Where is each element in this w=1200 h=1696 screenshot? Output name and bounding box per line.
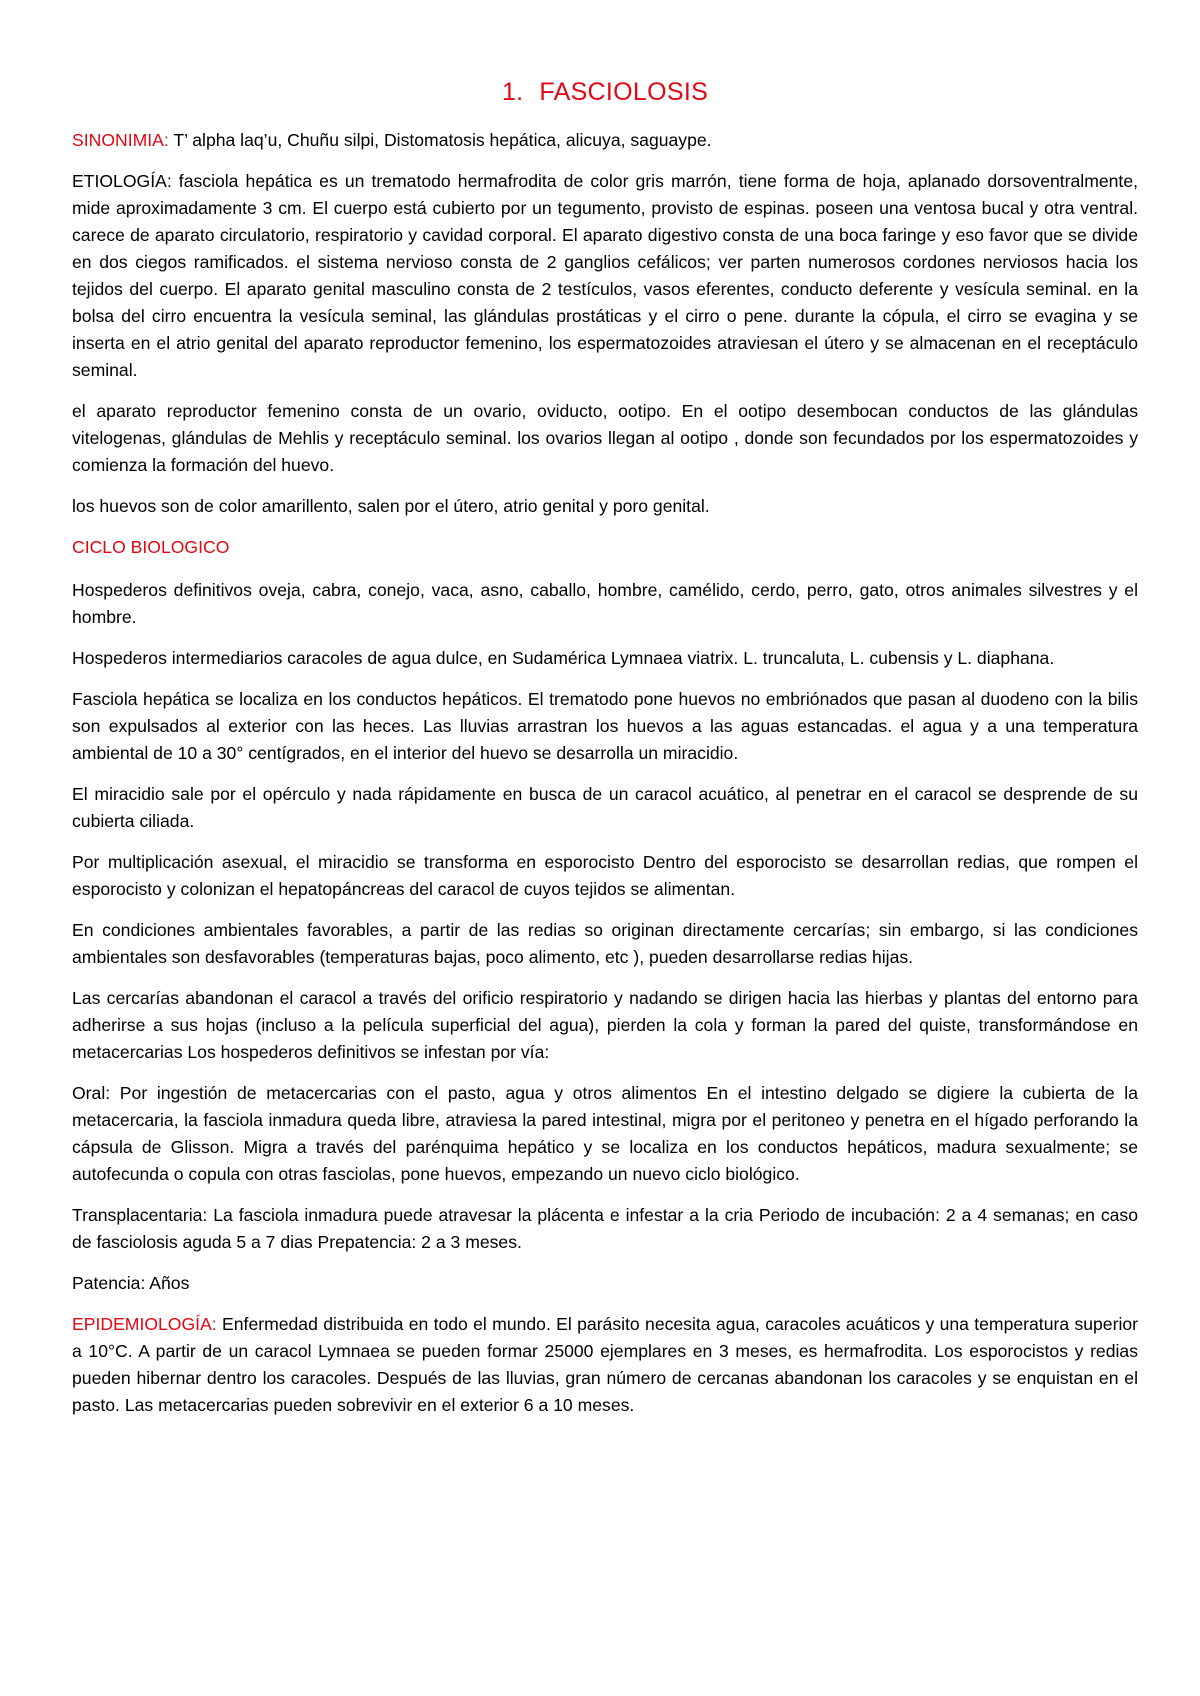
ciclo-paragraph-5: Por multiplicación asexual, el miracidio se transforma en esporocisto Dentro del esporocisto se desarrollan redias, que rompen el esporocisto y colonizan el hepatopáncreas del caracol de cuyos tejidos se alimentan. xyxy=(72,852,1138,899)
ciclo-paragraph-4: El miracidio sale por el opérculo y nada rápidamente en busca de un caracol acuático, al penetrar en el caracol se desprende de su cubierta ciliada. xyxy=(72,784,1138,831)
ciclo-paragraph-9: Transplacentaria: La fasciola inmadura puede atravesar la plácenta e infestar a la cria Periodo de incubación: 2 a 4 semanas; en caso de fasciolosis aguda 5 a 7 dias Prepatencia: 2 a 3 meses. xyxy=(72,1205,1138,1252)
ciclo-paragraph-2: Hospederos intermediarios caracoles de agua dulce, en Sudamérica Lymnaea viatrix. L. truncaluta, L. cubensis y L. diaphana. xyxy=(72,648,1055,668)
sinonimia-paragraph xyxy=(72,127,1138,154)
epidemiologia-text: Enfermedad distribuida en todo el mundo. El parásito necesita agua, caracoles acuáticos y una temperatura superior a 10°C. A partir de un caracol Lymnaea se pueden formar 25000 ejemplares en 3 meses, es hermafrodita. Los esporocistos y redias pueden hibernar dentro los caracoles. Después de las lluvias, gran número de cercanas abandonan los caracoles y se enquistan en el pasto. Las metacercarias pueden sobrevivir en el exterior 6 a 10 meses. xyxy=(72,1314,1139,1415)
page-title xyxy=(72,78,1138,107)
epidemiologia-paragraph xyxy=(72,1311,1138,1419)
ciclo-heading: CICLO BIOLOGICO xyxy=(72,537,230,557)
epidemiologia-label: EPIDEMIOLOGÍA: xyxy=(72,1314,217,1334)
title-number: 1. xyxy=(501,78,524,106)
ciclo-paragraph-1: Hospederos definitivos oveja, cabra, conejo, vaca, asno, caballo, hombre, camélido, cerdo, perro, gato, otros animales silvestres y el hombre. xyxy=(72,580,1138,627)
sinonimia-label: SINONIMIA: xyxy=(72,130,169,150)
ciclo-paragraph-8: Oral: Por ingestión de metacercarias con el pasto, agua y otros alimentos En el intestino delgado se digiere la cubierta de la metacercaria, la fasciola inmadura queda libre, atraviesa la pared intestinal, migra por el peritoneo y penetra en el hígado perforando la cápsula de Glisson. Migra a través del parénquima hepático y se localiza en los conductos hepáticos, madura sexualmente; se autofecunda o copula con otras fasciolas, pone huevos, empezando un nuevo ciclo biológico. xyxy=(72,1083,1138,1184)
sinonimia-text: T’ alpha laq’u, Chuñu silpi, Distomatosis hepática, alicuya, saguaype. xyxy=(173,130,712,150)
ciclo-paragraph-6: En condiciones ambientales favorables, a partir de las redias so originan directamente cercarías; sin embargo, si las condiciones ambientales son desfavorables (temperaturas bajas, poco alimento, etc ), pueden desarrollarse redias hijas. xyxy=(72,920,1138,967)
ciclo-paragraph-10: Patencia: Años xyxy=(72,1273,190,1293)
ciclo-paragraph-7: Las cercarías abandonan el caracol a través del orificio respiratorio y nadando se dirigen hacia las hierbas y plantas del entorno para adherirse a sus hojas (incluso a la película superficial del agua), pierden la cola y forman la pared del quiste, transformándose en metacercarias Los hospederos definitivos se infestan por vía: xyxy=(72,988,1138,1062)
etiologia-paragraph-3: los huevos son de color amarillento, salen por el útero, atrio genital y poro genital. xyxy=(72,496,710,516)
title-text: FASCIOLOSIS xyxy=(539,78,709,106)
etiologia-paragraph-2: el aparato reproductor femenino consta de un ovario, oviducto, ootipo. En el ootipo desembocan conductos de las glándulas vitelogenas, glándulas de Mehlis y receptáculo seminal. los ovarios llegan al ootipo , donde son fecundados por los espermatozoides y comienza la formación del huevo. xyxy=(72,401,1138,475)
etiologia-paragraph-1: ETIOLOGÍA: fasciola hepática es un trematodo hermafrodita de color gris marrón, tiene forma de hoja, aplanado dorsoventralmente, mide aproximadamente 3 cm. El cuerpo está cubierto por un tegumento, provisto de espinas. poseen una ventosa bucal y otra ventral. carece de aparato circulatorio, respiratorio y cavidad corporal. El aparato digestivo consta de una boca faringe y eso favor que se divide en dos ciegos ramificados. el sistema nervioso consta de 2 ganglios cefálicos; ver parten numerosos cordones nerviosos hacia los tejidos del cuerpo. El aparato genital masculino consta de 2 testículos, vasos eferentes, conducto deferente y vesícula seminal. en la bolsa del cirro encuentra la vesícula seminal, las glándulas prostáticas y el cirro o pene. durante la cópula, el cirro se evagina y se inserta en el atrio genital del aparato reproductor femenino, los espermatozoides atraviesan el útero y se almacenan en el receptáculo seminal. xyxy=(72,171,1138,380)
ciclo-paragraph-3: Fasciola hepática se localiza en los conductos hepáticos. El trematodo pone huevos no embriónados que pasan al duodeno con la bilis son expulsados al exterior con las heces. Las lluvias arrastran los huevos a las aguas estancadas. el agua y a una temperatura ambiental de 10 a 30° centígrados, en el interior del huevo se desarrolla un miracidio. xyxy=(72,689,1138,763)
